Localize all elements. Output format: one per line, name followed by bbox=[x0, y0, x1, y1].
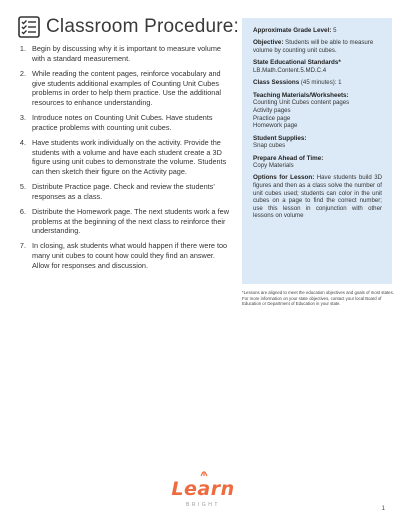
step-number: 3. bbox=[19, 113, 26, 122]
procedure-step bbox=[14, 44, 232, 63]
checklist-icon bbox=[18, 16, 40, 38]
procedure-step bbox=[14, 69, 232, 108]
procedure-step bbox=[14, 113, 232, 132]
lesson-options bbox=[253, 174, 382, 220]
page-number: 1 bbox=[381, 506, 385, 512]
teaching-materials-label: Teaching Materials/Worksheets: bbox=[253, 91, 349, 99]
standards-footnote: *Lessons are aligned to meet the education objectives and goals of most states. For more information on your state objectives, contact your local Board of Education or Department of Education in your state. bbox=[242, 290, 394, 307]
material-item: Activity pages bbox=[253, 106, 291, 114]
prepare-ahead bbox=[253, 155, 382, 170]
grade-level-label: Approximate Grade Level: bbox=[253, 27, 332, 34]
step-number: 7. bbox=[19, 241, 26, 251]
step-number: 1. bbox=[19, 44, 26, 53]
logo-subword: BRIGHT bbox=[186, 502, 220, 508]
lesson-options-value: Have students build 3D figures and then as a class solve the number of unit cubes used; students can color in the unit cubes on a page to find the correct number; use this lesson in conjunction with other lessons on volume bbox=[253, 174, 382, 220]
step-text: In closing, ask students what would happen if there were too many unit cubes to count how could they find an answer. Allow for responses and discussion. bbox=[32, 241, 228, 270]
lesson-options-label: Options for Lesson: bbox=[253, 174, 315, 182]
prepare-ahead-label: Prepare Ahead of Time: bbox=[253, 154, 324, 162]
material-item: Practice page bbox=[253, 114, 291, 122]
material-item: Homework page bbox=[253, 122, 298, 130]
procedure-step bbox=[14, 182, 232, 201]
material-item: Counting Unit Cubes content pages bbox=[253, 99, 350, 107]
state-standards bbox=[253, 59, 382, 74]
logo-spark-icon bbox=[199, 470, 209, 478]
step-text: Distribute the Homework page. The next students work a few problems at the beginning of the next class to reinforce their understanding. bbox=[32, 206, 229, 236]
grade-level bbox=[253, 27, 382, 35]
class-sessions-detail: (45 minutes): bbox=[300, 79, 337, 87]
state-standards-value: LB.Math.Content.5.MD.C.4 bbox=[253, 66, 327, 74]
learn-bright-logo bbox=[163, 470, 243, 512]
step-number: 6. bbox=[19, 206, 26, 216]
procedure-steps bbox=[14, 44, 232, 276]
procedure-step bbox=[14, 207, 232, 236]
procedure-step bbox=[14, 241, 232, 270]
step-text: While reading the content pages, reinforce vocabulary and give students additional examples of Counting Unit Cubes problems in order to help them practice. Use the additional resources to enhance understanding. bbox=[32, 68, 222, 107]
teaching-materials bbox=[253, 92, 382, 130]
procedure-step bbox=[14, 138, 232, 177]
class-sessions bbox=[253, 79, 382, 87]
step-text: Begin by discussing why it is important to measure volume with a standard measurement. bbox=[32, 44, 221, 63]
logo-word: Learn bbox=[171, 478, 235, 500]
step-number: 2. bbox=[19, 68, 26, 78]
page-title: Classroom Procedure: bbox=[46, 16, 240, 37]
step-number: 5. bbox=[19, 182, 26, 191]
student-supplies bbox=[253, 135, 382, 150]
page-header bbox=[18, 14, 239, 40]
objective bbox=[253, 39, 382, 54]
student-supplies-value: Snap cubes bbox=[253, 142, 286, 150]
state-standards-label: State Educational Standards* bbox=[253, 59, 341, 67]
objective-label: Objective: bbox=[253, 39, 284, 47]
grade-level-value: 5 bbox=[333, 27, 337, 34]
step-text: Have students work individually on the activity. Provide the students with a volume and have each student create a 3D figure using unit cubes to demonstrate the volume. Students can then sketch their figure on the Activity page. bbox=[32, 137, 227, 176]
student-supplies-label: Student Supplies: bbox=[253, 134, 307, 142]
class-sessions-label: Class Sessions bbox=[253, 79, 300, 87]
objective-value: Students will be able to measure volume by counting unit cubes. bbox=[253, 39, 374, 54]
step-number: 4. bbox=[19, 137, 26, 147]
lesson-info-sidebar bbox=[242, 18, 392, 284]
step-text: Distribute Practice page. Check and review the students’ responses as a class. bbox=[32, 182, 215, 201]
prepare-ahead-value: Copy Materials bbox=[253, 162, 294, 170]
step-text: Introduce notes on Counting Unit Cubes. Have students practice problems with counting unit cubes. bbox=[32, 113, 213, 132]
class-sessions-value: 1 bbox=[338, 79, 342, 87]
